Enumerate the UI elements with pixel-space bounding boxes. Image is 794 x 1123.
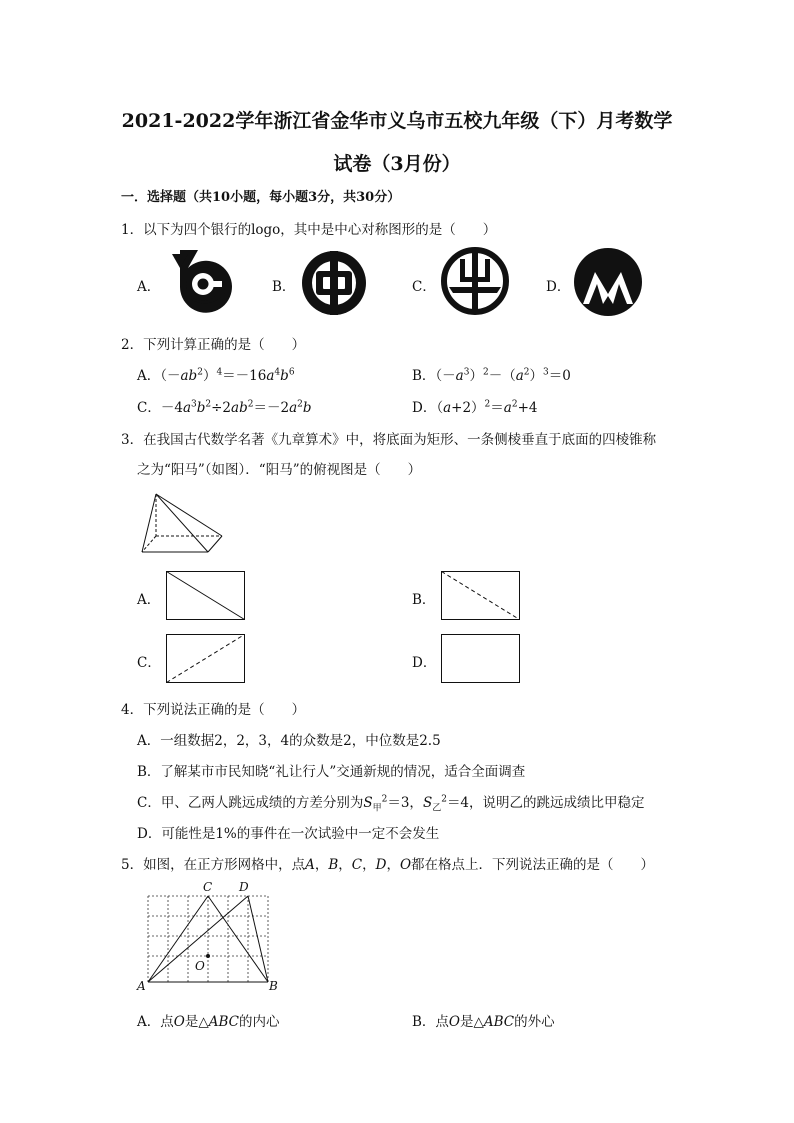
q3-option-a-figure (166, 571, 246, 621)
question-1-stem: 1．以下为四个银行的logo，其中是中心对称图形的是（ ） (121, 222, 497, 238)
yangma-pyramid-figure (140, 492, 230, 554)
bank-logo-a-icon (162, 246, 242, 314)
page-title: 2021-2022学年浙江省金华市义乌市五校九年级（下）月考数学 (121, 110, 673, 132)
grid-label-b: B (269, 979, 278, 993)
bank-logo-c-icon (441, 247, 509, 315)
q1-option-b-label: B． (272, 279, 296, 295)
q4-option-a: A．一组数据2，2，3，4的众数是2，中位数是2.5 (137, 733, 441, 749)
bank-logo-b-icon (300, 249, 368, 317)
grid-label-o: O (195, 959, 205, 973)
question-5-stem: 5．如图，在正方形网格中，点A，B，C，D，O都在格点上．下列说法正确的是（ ） (121, 857, 655, 873)
q3-option-c-figure (166, 634, 246, 684)
q3-option-c-label: C． (137, 655, 161, 671)
q3-option-d-label: D． (412, 655, 437, 671)
bank-logo-d-icon (573, 246, 643, 318)
grid-label-d: D (239, 880, 249, 894)
q2-option-d: D．$(a+2)^2=a^2+4$ (412, 399, 538, 416)
q1-option-a-label: A． (137, 279, 161, 295)
grid-label-a: A (137, 979, 146, 993)
q3-option-a-label: A． (137, 592, 161, 608)
q3-option-b-label: B． (412, 592, 436, 608)
grid-label-c: C (203, 880, 213, 894)
q1-option-c-label: C． (412, 279, 436, 295)
page-title-line2: 试卷（3月份） (333, 153, 461, 175)
section-heading: 一．选择题（共10小题，每小题3分，共30分） (121, 190, 401, 205)
q1-option-d-label: D． (546, 279, 571, 295)
q2-option-c: C．$-4a^3b^2\div 2ab^2=-2a^2b$ (137, 399, 312, 416)
question-4-stem: 4．下列说法正确的是（ ） (121, 702, 306, 718)
question-3-stem-line2: 之为“阳马”（如图）．“阳马”的俯视图是（ ） (137, 462, 422, 478)
q4-option-b: B．了解某市市民知晓“礼让行人”交通新规的情况，适合全面调查 (137, 764, 526, 780)
q3-option-b-figure (441, 571, 521, 621)
question-2-stem: 2．下列计算正确的是（ ） (121, 337, 306, 353)
q2-option-b: B．$(-a^3)^2-(a^2)^3=0$ (412, 367, 571, 384)
question-3-stem-line1: 3．在我国古代数学名著《九章算术》中，将底面为矩形、一条侧棱垂直于底面的四棱锥称 (121, 432, 657, 448)
q5-option-b: B．点O是△ABC的外心 (412, 1014, 555, 1030)
q5-grid-figure (136, 878, 286, 994)
q3-option-d-figure (441, 634, 521, 684)
q4-option-c: C．甲、乙两人跳远成绩的方差分别为$S_甲^2=3$，$S_乙^2=4$，说明乙的跳远成绩比甲稳定 (137, 794, 645, 814)
q4-option-d: D．可能性是1%的事件在一次试验中一定不会发生 (137, 826, 440, 842)
q2-option-a: A．$(-ab^2)^4=-16a^4b^6$ (137, 367, 295, 384)
q5-option-a: A．点O是△ABC的内心 (137, 1014, 280, 1030)
